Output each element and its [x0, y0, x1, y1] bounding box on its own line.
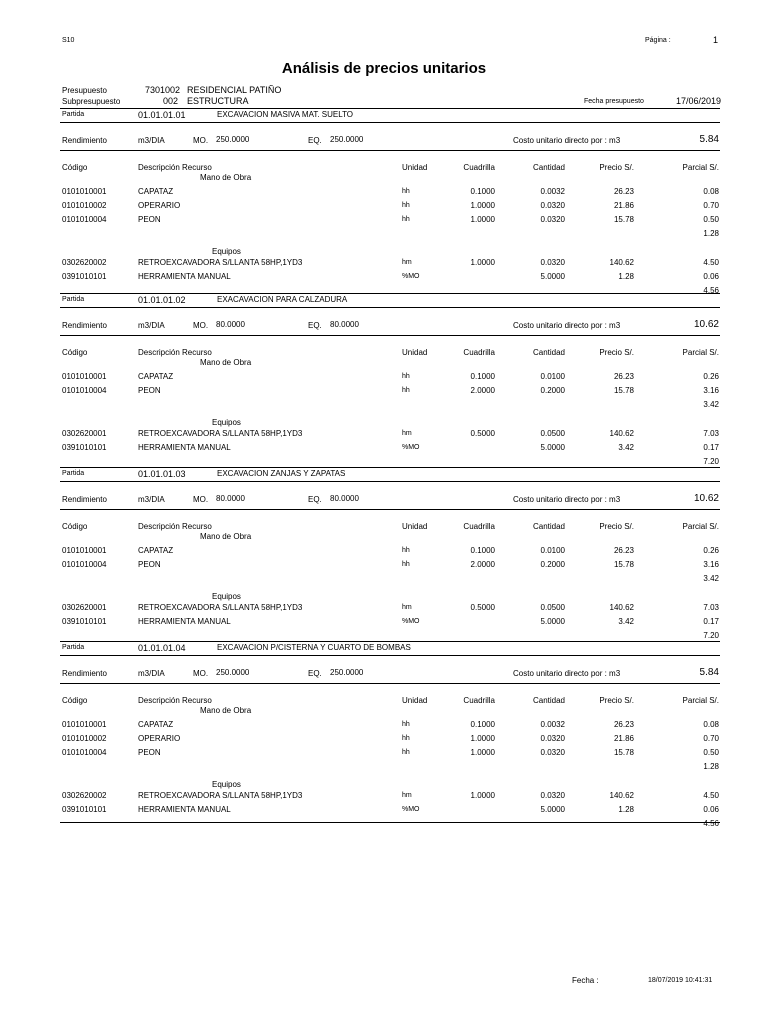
- subpresupuesto-code: 002: [163, 96, 179, 106]
- item-unidad: %MO: [402, 806, 420, 813]
- partida-top-rule: [60, 467, 720, 468]
- costo-value: 10.62: [693, 493, 719, 504]
- partida-name: EXACAVACION PARA CALZADURA: [217, 295, 348, 304]
- item-descripcion: PEON: [138, 215, 161, 224]
- equip-subtotal: 4.56: [703, 286, 719, 295]
- mo-value: 80.0000: [216, 494, 245, 503]
- item-cantidad: 0.0100: [540, 372, 565, 381]
- fecha-presupuesto-label: Fecha presupuesto: [584, 98, 644, 105]
- costo-value: 5.84: [699, 667, 719, 678]
- partida-code: 01.01.01.01: [138, 110, 186, 120]
- partida-name: EXCAVACION ZANJAS Y ZAPATAS: [217, 469, 346, 478]
- app-name: S10: [62, 37, 75, 44]
- col-unidad: Unidad: [402, 163, 428, 172]
- item-precio: 21.86: [613, 201, 634, 210]
- item-codigo: 0391010101: [62, 617, 107, 626]
- equipos-heading: Equipos: [212, 418, 241, 427]
- mano-de-obra-heading: Mano de Obra: [200, 173, 252, 182]
- mano-de-obra-heading: Mano de Obra: [200, 706, 252, 715]
- item-unidad: hm: [402, 792, 412, 799]
- item-unidad: hh: [402, 387, 410, 394]
- partida-name-rule: [60, 481, 720, 482]
- partida-code: 01.01.01.02: [138, 295, 186, 305]
- partida-code: 01.01.01.03: [138, 469, 186, 479]
- item-descripcion: PEON: [138, 748, 161, 757]
- item-codigo: 0391010101: [62, 805, 107, 814]
- item-precio: 140.62: [609, 258, 634, 267]
- item-parcial: 0.50: [703, 215, 719, 224]
- item-cuadrilla: 2.0000: [470, 386, 495, 395]
- item-descripcion: CAPATAZ: [138, 372, 174, 381]
- item-precio: 140.62: [609, 791, 634, 800]
- item-codigo: 0101010001: [62, 720, 107, 729]
- item-cantidad: 0.0320: [540, 734, 565, 743]
- item-codigo: 0302620002: [62, 258, 107, 267]
- item-descripcion: HERRAMIENTA MANUAL: [138, 443, 231, 452]
- partida-name-rule: [60, 122, 720, 123]
- item-cantidad: 5.0000: [540, 272, 565, 281]
- col-parcial: Parcial S/.: [682, 163, 719, 172]
- labor-subtotal: 3.42: [703, 574, 719, 583]
- partida-name: EXCAVACION P/CISTERNA Y CUARTO DE BOMBAS: [217, 643, 411, 652]
- item-descripcion: HERRAMIENTA MANUAL: [138, 617, 231, 626]
- item-descripcion: HERRAMIENTA MANUAL: [138, 272, 231, 281]
- partida-top-rule: [60, 108, 720, 109]
- item-descripcion: HERRAMIENTA MANUAL: [138, 805, 231, 814]
- item-unidad: %MO: [402, 444, 420, 451]
- item-parcial: 0.06: [703, 272, 719, 281]
- item-parcial: 0.08: [703, 720, 719, 729]
- equipos-heading: Equipos: [212, 780, 241, 789]
- eq-value: 250.0000: [330, 135, 364, 144]
- rendimiento-label: Rendimiento: [62, 136, 107, 145]
- end-rule: [60, 822, 720, 823]
- rendimiento-unit: m3/DIA: [138, 136, 165, 145]
- partida-top-rule: [60, 641, 720, 642]
- item-precio: 26.23: [613, 720, 634, 729]
- eq-value: 80.0000: [330, 320, 359, 329]
- mano-de-obra-heading: Mano de Obra: [200, 358, 252, 367]
- item-parcial: 0.17: [703, 443, 719, 452]
- item-precio: 15.78: [613, 748, 634, 757]
- partida-code: 01.01.01.04: [138, 643, 186, 653]
- item-precio: 1.28: [618, 805, 634, 814]
- partida-top-rule: [60, 293, 720, 294]
- item-descripcion: RETROEXCAVADORA S/LLANTA 58HP,1YD3: [138, 603, 303, 612]
- item-precio: 15.78: [613, 386, 634, 395]
- item-descripcion: RETROEXCAVADORA S/LLANTA 58HP,1YD3: [138, 429, 303, 438]
- item-codigo: 0101010004: [62, 386, 107, 395]
- item-parcial: 0.26: [703, 372, 719, 381]
- item-cantidad: 5.0000: [540, 617, 565, 626]
- item-unidad: hm: [402, 604, 412, 611]
- item-unidad: hm: [402, 430, 412, 437]
- item-cuadrilla: 1.0000: [470, 791, 495, 800]
- item-cantidad: 0.0100: [540, 546, 565, 555]
- item-descripcion: CAPATAZ: [138, 720, 174, 729]
- item-cuadrilla: 0.5000: [470, 429, 495, 438]
- col-codigo: Código: [62, 522, 88, 531]
- partida-name: EXCAVACION MASIVA MAT. SUELTO: [217, 110, 354, 119]
- item-unidad: hh: [402, 721, 410, 728]
- mo-value: 250.0000: [216, 135, 250, 144]
- item-parcial: 4.50: [703, 258, 719, 267]
- partida-label: Partida: [62, 296, 85, 303]
- col-cantidad: Cantidad: [532, 163, 565, 172]
- col-unidad: Unidad: [402, 522, 428, 531]
- item-codigo: 0302620001: [62, 429, 107, 438]
- presupuesto-name: RESIDENCIAL PATIÑO: [187, 85, 282, 95]
- item-codigo: 0391010101: [62, 443, 107, 452]
- item-parcial: 0.17: [703, 617, 719, 626]
- item-cantidad: 0.0500: [540, 429, 565, 438]
- equip-subtotal: 7.20: [703, 457, 719, 466]
- rendimiento-rule: [60, 683, 720, 684]
- col-cuadrilla: Cuadrilla: [463, 696, 495, 705]
- equipos-heading: Equipos: [212, 247, 241, 256]
- eq-label: EQ.: [308, 669, 322, 678]
- item-descripcion: RETROEXCAVADORA S/LLANTA 58HP,1YD3: [138, 258, 303, 267]
- item-cuadrilla: 1.0000: [470, 258, 495, 267]
- item-parcial: 0.08: [703, 187, 719, 196]
- eq-label: EQ.: [308, 136, 322, 145]
- item-codigo: 0302620001: [62, 603, 107, 612]
- costo-value: 5.84: [699, 134, 719, 145]
- rendimiento-label: Rendimiento: [62, 495, 107, 504]
- item-cantidad: 5.0000: [540, 443, 565, 452]
- item-cuadrilla: 1.0000: [470, 201, 495, 210]
- col-unidad: Unidad: [402, 348, 428, 357]
- item-codigo: 0101010001: [62, 546, 107, 555]
- item-precio: 3.42: [618, 443, 634, 452]
- item-unidad: hh: [402, 373, 410, 380]
- item-precio: 15.78: [613, 560, 634, 569]
- item-parcial: 0.70: [703, 734, 719, 743]
- labor-subtotal: 3.42: [703, 400, 719, 409]
- item-descripcion: RETROEXCAVADORA S/LLANTA 58HP,1YD3: [138, 791, 303, 800]
- col-precio: Precio S/.: [599, 522, 634, 531]
- page-label: Página :: [645, 37, 671, 44]
- item-cantidad: 0.0032: [540, 187, 565, 196]
- item-cuadrilla: 1.0000: [470, 748, 495, 757]
- costo-label: Costo unitario directo por : m3: [513, 669, 621, 678]
- col-cantidad: Cantidad: [532, 348, 565, 357]
- item-codigo: 0101010002: [62, 734, 107, 743]
- item-cantidad: 0.0320: [540, 201, 565, 210]
- item-cantidad: 0.0320: [540, 791, 565, 800]
- rendimiento-unit: m3/DIA: [138, 321, 165, 330]
- item-unidad: hh: [402, 735, 410, 742]
- col-precio: Precio S/.: [599, 163, 634, 172]
- item-parcial: 7.03: [703, 429, 719, 438]
- col-codigo: Código: [62, 163, 88, 172]
- labor-subtotal: 1.28: [703, 762, 719, 771]
- item-descripcion: CAPATAZ: [138, 546, 174, 555]
- costo-label: Costo unitario directo por : m3: [513, 495, 621, 504]
- item-unidad: hh: [402, 216, 410, 223]
- item-codigo: 0101010001: [62, 187, 107, 196]
- equip-subtotal: 4.56: [703, 819, 719, 828]
- mo-value: 250.0000: [216, 668, 250, 677]
- item-unidad: hh: [402, 749, 410, 756]
- rendimiento-unit: m3/DIA: [138, 669, 165, 678]
- footer-fecha-label: Fecha :: [572, 976, 599, 985]
- item-precio: 15.78: [613, 215, 634, 224]
- col-codigo: Código: [62, 696, 88, 705]
- item-unidad: %MO: [402, 273, 420, 280]
- mano-de-obra-heading: Mano de Obra: [200, 532, 252, 541]
- item-cuadrilla: 1.0000: [470, 734, 495, 743]
- item-cuadrilla: 0.1000: [470, 720, 495, 729]
- partida-name-rule: [60, 307, 720, 308]
- item-unidad: hh: [402, 561, 410, 568]
- col-precio: Precio S/.: [599, 348, 634, 357]
- item-parcial: 0.06: [703, 805, 719, 814]
- item-precio: 26.23: [613, 187, 634, 196]
- item-parcial: 0.70: [703, 201, 719, 210]
- item-cuadrilla: 0.1000: [470, 187, 495, 196]
- partida-label: Partida: [62, 111, 85, 118]
- footer-fecha-value: 18/07/2019 10:41:31: [648, 977, 713, 984]
- item-cantidad: 0.2000: [540, 386, 565, 395]
- equipos-heading: Equipos: [212, 592, 241, 601]
- page-number: 1: [713, 35, 719, 45]
- item-parcial: 0.50: [703, 748, 719, 757]
- subpresupuesto-label: Subpresupuesto: [62, 97, 121, 106]
- item-parcial: 3.16: [703, 560, 719, 569]
- presupuesto-label: Presupuesto: [62, 86, 107, 95]
- rendimiento-unit: m3/DIA: [138, 495, 165, 504]
- item-descripcion: OPERARIO: [138, 734, 181, 743]
- col-unidad: Unidad: [402, 696, 428, 705]
- item-precio: 26.23: [613, 546, 634, 555]
- eq-label: EQ.: [308, 321, 322, 330]
- item-cantidad: 0.0320: [540, 258, 565, 267]
- item-precio: 26.23: [613, 372, 634, 381]
- costo-label: Costo unitario directo por : m3: [513, 321, 621, 330]
- item-codigo: 0101010004: [62, 748, 107, 757]
- partida-label: Partida: [62, 644, 85, 651]
- item-cantidad: 0.0320: [540, 215, 565, 224]
- item-descripcion: PEON: [138, 560, 161, 569]
- item-codigo: 0391010101: [62, 272, 107, 281]
- mo-value: 80.0000: [216, 320, 245, 329]
- rendimiento-label: Rendimiento: [62, 669, 107, 678]
- eq-value: 250.0000: [330, 668, 364, 677]
- col-precio: Precio S/.: [599, 696, 634, 705]
- item-precio: 1.28: [618, 272, 634, 281]
- item-descripcion: CAPATAZ: [138, 187, 174, 196]
- item-codigo: 0302620002: [62, 791, 107, 800]
- item-precio: 21.86: [613, 734, 634, 743]
- rendimiento-rule: [60, 335, 720, 336]
- mo-label: MO.: [193, 669, 209, 678]
- eq-label: EQ.: [308, 495, 322, 504]
- item-precio: 140.62: [609, 603, 634, 612]
- item-descripcion: OPERARIO: [138, 201, 181, 210]
- col-codigo: Código: [62, 348, 88, 357]
- item-cantidad: 0.0500: [540, 603, 565, 612]
- mo-label: MO.: [193, 321, 209, 330]
- item-unidad: hh: [402, 188, 410, 195]
- item-cuadrilla: 0.1000: [470, 546, 495, 555]
- item-unidad: hm: [402, 259, 412, 266]
- mo-label: MO.: [193, 495, 209, 504]
- rendimiento-rule: [60, 150, 720, 151]
- col-cuadrilla: Cuadrilla: [463, 348, 495, 357]
- rendimiento-label: Rendimiento: [62, 321, 107, 330]
- presupuesto-code: 7301002: [145, 85, 181, 95]
- item-cuadrilla: 0.5000: [470, 603, 495, 612]
- col-parcial: Parcial S/.: [682, 348, 719, 357]
- col-descripcion: Descripción Recurso: [138, 348, 212, 357]
- item-descripcion: PEON: [138, 386, 161, 395]
- eq-value: 80.0000: [330, 494, 359, 503]
- col-descripcion: Descripción Recurso: [138, 522, 212, 531]
- item-cuadrilla: 0.1000: [470, 372, 495, 381]
- item-unidad: hh: [402, 547, 410, 554]
- equip-subtotal: 7.20: [703, 631, 719, 640]
- item-cuadrilla: 2.0000: [470, 560, 495, 569]
- item-cantidad: 0.0032: [540, 720, 565, 729]
- rendimiento-rule: [60, 509, 720, 510]
- labor-subtotal: 1.28: [703, 229, 719, 238]
- item-cuadrilla: 1.0000: [470, 215, 495, 224]
- subpresupuesto-name: ESTRUCTURA: [187, 96, 249, 106]
- item-codigo: 0101010001: [62, 372, 107, 381]
- item-precio: 3.42: [618, 617, 634, 626]
- item-codigo: 0101010004: [62, 560, 107, 569]
- col-cuadrilla: Cuadrilla: [463, 522, 495, 531]
- col-cantidad: Cantidad: [532, 696, 565, 705]
- page-title: Análisis de precios unitarios: [281, 60, 487, 77]
- fecha-presupuesto: 17/06/2019: [676, 96, 722, 106]
- col-descripcion: Descripción Recurso: [138, 696, 212, 705]
- item-codigo: 0101010004: [62, 215, 107, 224]
- item-parcial: 0.26: [703, 546, 719, 555]
- item-cantidad: 0.0320: [540, 748, 565, 757]
- item-cantidad: 0.2000: [540, 560, 565, 569]
- item-parcial: 3.16: [703, 386, 719, 395]
- item-codigo: 0101010002: [62, 201, 107, 210]
- partida-label: Partida: [62, 470, 85, 477]
- item-unidad: hh: [402, 202, 410, 209]
- item-unidad: %MO: [402, 618, 420, 625]
- item-parcial: 7.03: [703, 603, 719, 612]
- item-parcial: 4.50: [703, 791, 719, 800]
- item-cantidad: 5.0000: [540, 805, 565, 814]
- col-parcial: Parcial S/.: [682, 696, 719, 705]
- costo-label: Costo unitario directo por : m3: [513, 136, 621, 145]
- partida-name-rule: [60, 655, 720, 656]
- costo-value: 10.62: [693, 319, 719, 330]
- item-precio: 140.62: [609, 429, 634, 438]
- col-cantidad: Cantidad: [532, 522, 565, 531]
- col-parcial: Parcial S/.: [682, 522, 719, 531]
- col-descripcion: Descripción Recurso: [138, 163, 212, 172]
- col-cuadrilla: Cuadrilla: [463, 163, 495, 172]
- mo-label: MO.: [193, 136, 209, 145]
